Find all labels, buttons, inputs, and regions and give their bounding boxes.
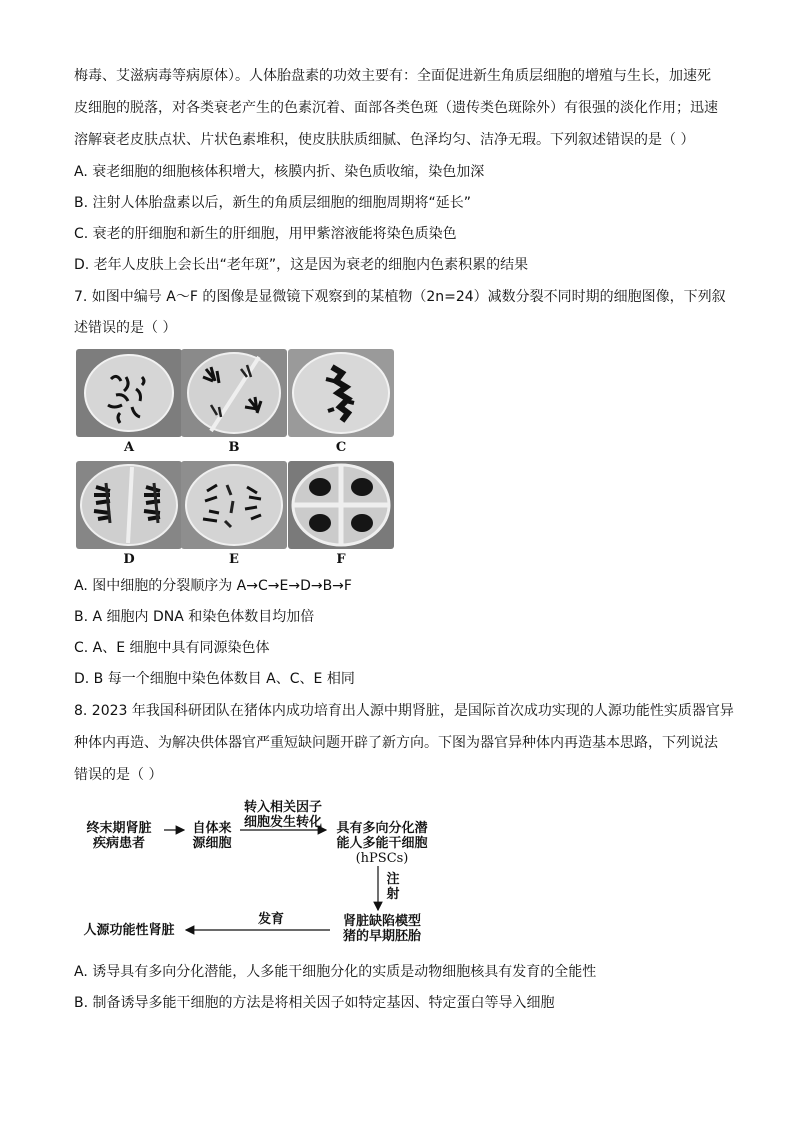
micrograph-label-a: A [123,440,135,455]
flow-develop-label: 发育 [257,912,284,927]
q8-stem-line-2: 种体内再造、为解决供体器官严重短缺问题开辟了新方向。下图为器官异种体内再造基本思路，下列说法 [74,735,718,751]
flow-hpsc: 具有多向分化潜 能人多能干细胞 (hPSCs) [336,821,428,866]
q8-option-b: B. 制备诱导多能干细胞的方法是将相关因子如特定基因、特定蛋白等导入细胞 [74,995,555,1011]
flow-transform-label: 转入相关因子 细胞发生转化 [243,800,322,830]
q6-option-a: A. 衰老细胞的细胞核体积增大，核膜内折、染色质收缩，染色加深 [74,164,485,180]
q6-option-b: B. 注射人体胎盘素以后，新生的角质层细胞的细胞周期将“延长” [74,195,472,211]
q6-text-line-1: 梅毒、艾滋病毒等病原体）。人体胎盘素的功效主要有：全面促进新生角质层细胞的增殖与生长，加速死 [74,68,711,84]
q6-option-d: D. 老年人皮肤上会长出“老年斑”，这是因为衰老的细胞内色素积累的结果 [74,257,529,273]
micrograph-label-d: D [123,552,135,567]
micrograph-label-f: F [336,552,346,567]
q6-option-c: C. 衰老的肝细胞和新生的肝细胞，用甲紫溶液能将染色质染色 [74,226,457,242]
q7-option-d: D. B 每一个细胞中染色体数目 A、C、E 相同 [74,671,355,687]
flow-inject-label: 注 射 [386,872,400,902]
flow-pig-embryo: 肾脏缺陷模型 猪的早期胚胎 [342,914,421,944]
q6-text-line-3: 溶解衰老皮肤点状、片状色素堆积，使皮肤肤质细腻、色泽均匀、洁净无瑕。下列叙述错误的是（ ） [74,132,695,148]
flow-autologous-cells: 自体来 源细胞 [192,821,232,851]
q7-stem-line-2: 述错误的是（ ） [74,320,177,336]
q7-stem-line-1: 7. 如图中编号 A～F 的图像是显微镜下观察到的某植物（2n=24）减数分裂不同时期的细胞图像，下列叙 [74,289,726,305]
q7-option-c: C. A、E 细胞中具有同源染色体 [74,640,270,656]
q7-option-b: B. A 细胞内 DNA 和染色体数目均加倍 [74,609,315,625]
q8-stem-line-1: 8. 2023 年我国科研团队在猪体内成功培育出人源中期肾脏，是国际首次成功实现的人源功能性实质器官异 [74,703,734,719]
q6-text-line-2: 皮细胞的脱落，对各类衰老产生的色素沉着、面部各类色斑（遗传类色斑除外）有很强的淡化作用；迅速 [74,100,718,116]
q7-option-a: A. 图中细胞的分裂顺序为 A→C→E→D→B→F [74,578,352,594]
q8-stem-line-3: 错误的是（ ） [74,767,163,783]
micrograph-label-c: C [335,440,347,455]
micrograph-label-b: B [228,440,240,455]
q8-option-a: A. 诱导具有多向分化潜能，人多能干细胞分化的实质是动物细胞核具有发育的全能性 [74,964,597,980]
flow-patient: 终末期肾脏 疾病患者 [86,821,152,851]
flow-human-kidney: 人源功能性肾脏 [83,923,175,938]
micrograph-label-e: E [229,552,239,567]
